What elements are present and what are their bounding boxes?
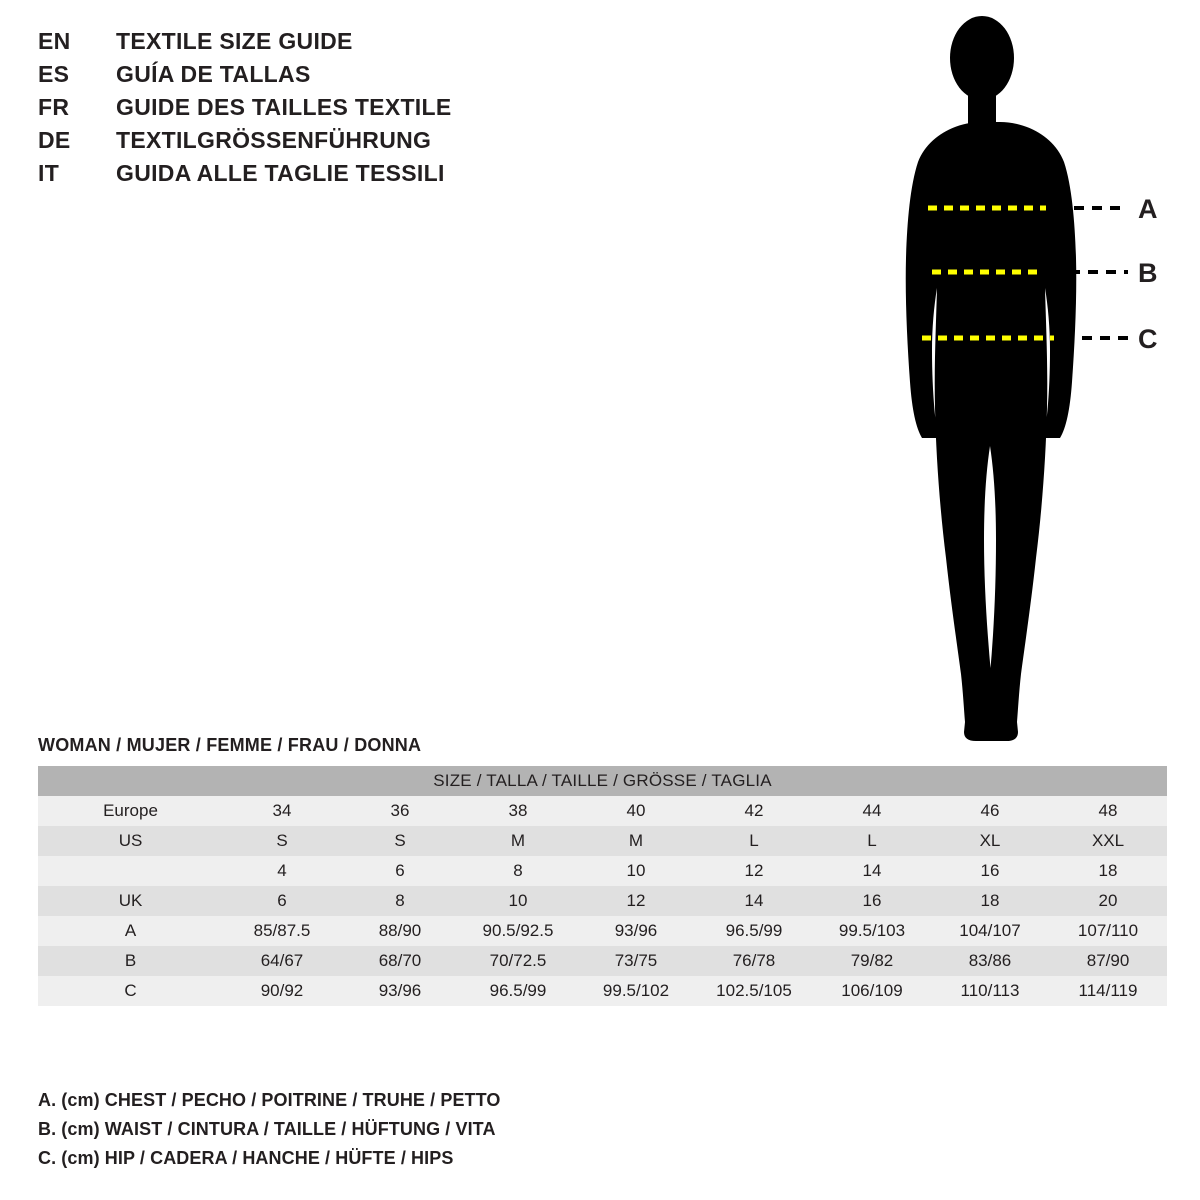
title-row (38, 28, 658, 61)
table-cell: 79/82 (813, 946, 931, 976)
table-row (38, 946, 1167, 976)
title-row (38, 127, 658, 160)
legend-line-b: B. (cm) WAIST / CINTURA / TAILLE / HÜFTUNG / VITA (38, 1119, 496, 1139)
title-language-code: FR (38, 94, 70, 120)
title-text: TEXTILE SIZE GUIDE (116, 28, 353, 54)
table-cell: 99.5/103 (813, 916, 931, 946)
table-cell: 96.5/99 (695, 916, 813, 946)
table-cell: 106/109 (813, 976, 931, 1006)
table-cell: L (695, 826, 813, 856)
table-cell: 14 (813, 856, 931, 886)
table-cell: XL (931, 826, 1049, 856)
table-cell: 4 (223, 856, 341, 886)
table-cell: M (459, 826, 577, 856)
title-text: TEXTILGRÖSSENFÜHRUNG (116, 127, 432, 153)
title-language-code: ES (38, 61, 70, 87)
title-language-code: DE (38, 127, 71, 153)
table-cell: 99.5/102 (577, 976, 695, 1006)
table-row (38, 916, 1167, 946)
row-label (38, 856, 223, 886)
table-cell: 93/96 (577, 916, 695, 946)
table-cell: 18 (931, 886, 1049, 916)
table-cell: 68/70 (341, 946, 459, 976)
table-cell: 87/90 (1049, 946, 1167, 976)
title-row (38, 94, 658, 127)
table-cell: S (223, 826, 341, 856)
table-cell: 64/67 (223, 946, 341, 976)
row-label: B (38, 946, 223, 976)
table-cell: 88/90 (341, 916, 459, 946)
table-cell: 93/96 (341, 976, 459, 1006)
table-cell: 110/113 (931, 976, 1049, 1006)
marker-label-a: A (1138, 194, 1158, 224)
legend-line-a: A. (cm) CHEST / PECHO / POITRINE / TRUHE / PETTO (38, 1090, 501, 1110)
table-cell: 16 (813, 886, 931, 916)
table-header-row (38, 766, 1167, 796)
table-row (38, 856, 1167, 886)
table-cell: 14 (695, 886, 813, 916)
table-row (38, 886, 1167, 916)
table-cell: 96.5/99 (459, 976, 577, 1006)
table-cell: 90.5/92.5 (459, 916, 577, 946)
row-label: Europe (38, 796, 223, 826)
table-cell: 104/107 (931, 916, 1049, 946)
table-cell: 76/78 (695, 946, 813, 976)
table-cell: S (341, 826, 459, 856)
body-silhouette (906, 16, 1077, 741)
row-label: US (38, 826, 223, 856)
table-cell: 90/92 (223, 976, 341, 1006)
size-table (38, 766, 1167, 1006)
table-cell: 38 (459, 796, 577, 826)
title-block (38, 28, 658, 193)
table-cell: 107/110 (1049, 916, 1167, 946)
size-table-section (38, 735, 1168, 1006)
title-language-code: EN (38, 28, 71, 54)
table-row (38, 796, 1167, 826)
table-cell: 12 (577, 886, 695, 916)
table-cell: 20 (1049, 886, 1167, 916)
table-cell: 46 (931, 796, 1049, 826)
table-row (38, 826, 1167, 856)
table-cell: 6 (223, 886, 341, 916)
table-row (38, 976, 1167, 1006)
table-cell: 70/72.5 (459, 946, 577, 976)
title-row (38, 160, 658, 193)
row-label: UK (38, 886, 223, 916)
table-cell: L (813, 826, 931, 856)
table-header-label: SIZE / TALLA / TAILLE / GRÖSSE / TAGLIA (433, 771, 772, 790)
marker-label-c: C (1138, 324, 1158, 354)
table-cell: 34 (223, 796, 341, 826)
table-cell: 48 (1049, 796, 1167, 826)
table-group-label: WOMAN / MUJER / FEMME / FRAU / DONNA (38, 735, 422, 755)
table-cell: 10 (459, 886, 577, 916)
table-cell: 8 (341, 886, 459, 916)
table-cell: M (577, 826, 695, 856)
table-cell: 10 (577, 856, 695, 886)
measurement-legend (38, 1090, 738, 1177)
title-text: GUÍA DE TALLAS (116, 61, 311, 87)
title-row (38, 61, 658, 94)
table-cell: 36 (341, 796, 459, 826)
table-cell: 85/87.5 (223, 916, 341, 946)
table-cell: 8 (459, 856, 577, 886)
table-cell: 16 (931, 856, 1049, 886)
table-cell: 18 (1049, 856, 1167, 886)
table-cell: XXL (1049, 826, 1167, 856)
table-cell: 102.5/105 (695, 976, 813, 1006)
legend-line-c: C. (cm) HIP / CADERA / HANCHE / HÜFTE / HIPS (38, 1148, 454, 1168)
table-cell: 114/119 (1049, 976, 1167, 1006)
title-language-code: IT (38, 160, 60, 186)
table-cell: 44 (813, 796, 931, 826)
row-label: A (38, 916, 223, 946)
title-text: GUIDE DES TAILLES TEXTILE (116, 94, 452, 120)
table-cell: 40 (577, 796, 695, 826)
table-cell: 83/86 (931, 946, 1049, 976)
female-body-figure (860, 10, 1190, 750)
row-label: C (38, 976, 223, 1006)
table-cell: 73/75 (577, 946, 695, 976)
table-cell: 6 (341, 856, 459, 886)
title-text: GUIDA ALLE TAGLIE TESSILI (116, 160, 445, 186)
table-cell: 12 (695, 856, 813, 886)
table-cell: 42 (695, 796, 813, 826)
marker-label-b: B (1138, 258, 1158, 288)
